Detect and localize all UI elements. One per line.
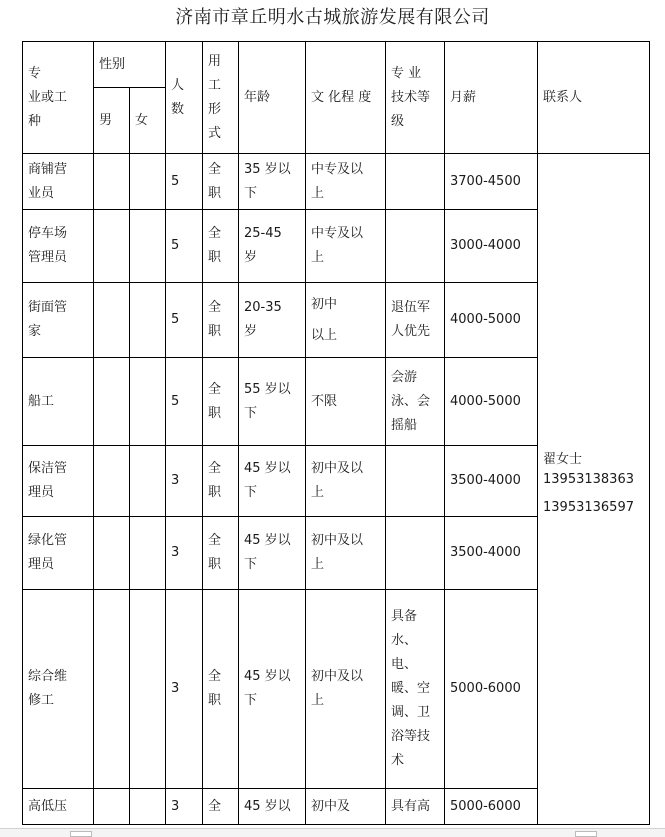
age-cell: 45 岁以 (239, 789, 306, 825)
male-cell (94, 789, 130, 825)
female-cell (130, 590, 166, 789)
count-cell: 3 (166, 446, 203, 517)
male-cell (94, 590, 130, 789)
header-male: 男 (94, 88, 130, 154)
salary-cell: 3500-4000 (445, 446, 538, 517)
female-cell (130, 210, 166, 283)
header-female: 女 (130, 88, 166, 154)
header-salary: 月薪 (445, 42, 538, 154)
education-cell: 不限 (306, 358, 386, 446)
education-cell: 初中 以上 (306, 283, 386, 358)
female-cell (130, 154, 166, 210)
header-row (23, 42, 650, 88)
count-cell: 3 (166, 590, 203, 789)
female-cell (130, 283, 166, 358)
contact-phone-2: 13953136597 (543, 500, 634, 515)
header-education: 文 化程 度 (306, 42, 386, 154)
female-cell (130, 517, 166, 590)
skill-cell: 退伍军 人优先 (386, 283, 445, 358)
salary-cell: 5000-6000 (445, 590, 538, 789)
female-cell (130, 446, 166, 517)
header-gender: 性别 (94, 42, 166, 88)
skill-cell (386, 446, 445, 517)
count-cell: 5 (166, 210, 203, 283)
skill-cell (386, 154, 445, 210)
job-cell: 保洁管 理员 (23, 446, 94, 517)
male-cell (94, 358, 130, 446)
count-cell: 3 (166, 517, 203, 590)
job-cell: 综合维 修工 (23, 590, 94, 789)
job-cell: 高低压 (23, 789, 94, 825)
employment-cell: 全 职 (203, 517, 239, 590)
female-cell (130, 789, 166, 825)
skill-cell: 具备 水、电、 暖、空 调、卫 浴等技 术 (386, 590, 445, 789)
age-cell: 45 岁以 下 (239, 446, 306, 517)
skill-cell: 会游 泳、会 摇船 (386, 358, 445, 446)
salary-cell: 3500-4000 (445, 517, 538, 590)
header-contact: 联系人 (538, 42, 650, 154)
education-cell: 中专及以 上 (306, 154, 386, 210)
count-cell: 5 (166, 283, 203, 358)
male-cell (94, 210, 130, 283)
education-cell: 初中及 (306, 789, 386, 825)
education-cell: 初中及以 上 (306, 590, 386, 789)
age-cell: 20-35 岁 (239, 283, 306, 358)
job-cell: 停车场 管理员 (23, 210, 94, 283)
job-cell: 绿化管 理员 (23, 517, 94, 590)
header-job: 专 业或工 种 (23, 42, 94, 154)
contact-phone-1: 13953138363 (543, 472, 634, 487)
female-cell (130, 358, 166, 446)
header-count: 人 数 (166, 42, 203, 154)
job-cell: 街面管 家 (23, 283, 94, 358)
job-cell: 船工 (23, 358, 94, 446)
count-cell: 5 (166, 358, 203, 446)
skill-cell: 具有高 (386, 789, 445, 825)
salary-cell: 3700-4500 (445, 154, 538, 210)
header-employment: 用 工 形 式 (203, 42, 239, 154)
count-cell: 3 (166, 789, 203, 825)
male-cell (94, 283, 130, 358)
salary-cell: 4000-5000 (445, 358, 538, 446)
skill-cell (386, 517, 445, 590)
employment-cell: 全 职 (203, 446, 239, 517)
education-cell: 中专及以 上 (306, 210, 386, 283)
employment-cell: 全 (203, 789, 239, 825)
contact-name: 翟女士 (543, 452, 583, 467)
employment-cell: 全 职 (203, 590, 239, 789)
employment-cell: 全 职 (203, 154, 239, 210)
age-cell: 45 岁以 下 (239, 590, 306, 789)
age-cell: 45 岁以 下 (239, 517, 306, 590)
contact-cell (538, 154, 650, 825)
education-cell: 初中及以 上 (306, 446, 386, 517)
age-cell: 25-45 岁 (239, 210, 306, 283)
job-cell: 商铺营 业员 (23, 154, 94, 210)
male-cell (94, 446, 130, 517)
age-cell: 35 岁以 下 (239, 154, 306, 210)
salary-cell: 5000-6000 (445, 789, 538, 825)
page-title: 济南市章丘明水古城旅游发展有限公司 (175, 7, 490, 28)
employment-cell: 全 职 (203, 358, 239, 446)
education-cell: 初中及以 上 (306, 517, 386, 590)
male-cell (94, 517, 130, 590)
male-cell (94, 154, 130, 210)
employment-cell: 全 职 (203, 210, 239, 283)
header-skill: 专 业 技术等 级 (386, 42, 445, 154)
count-cell: 5 (166, 154, 203, 210)
skill-cell (386, 210, 445, 283)
salary-cell: 3000-4000 (445, 210, 538, 283)
header-age: 年龄 (239, 42, 306, 154)
recruitment-table (22, 41, 650, 825)
salary-cell: 4000-5000 (445, 283, 538, 358)
employment-cell: 全 职 (203, 283, 239, 358)
table-row (23, 154, 650, 210)
age-cell: 55 岁以 下 (239, 358, 306, 446)
